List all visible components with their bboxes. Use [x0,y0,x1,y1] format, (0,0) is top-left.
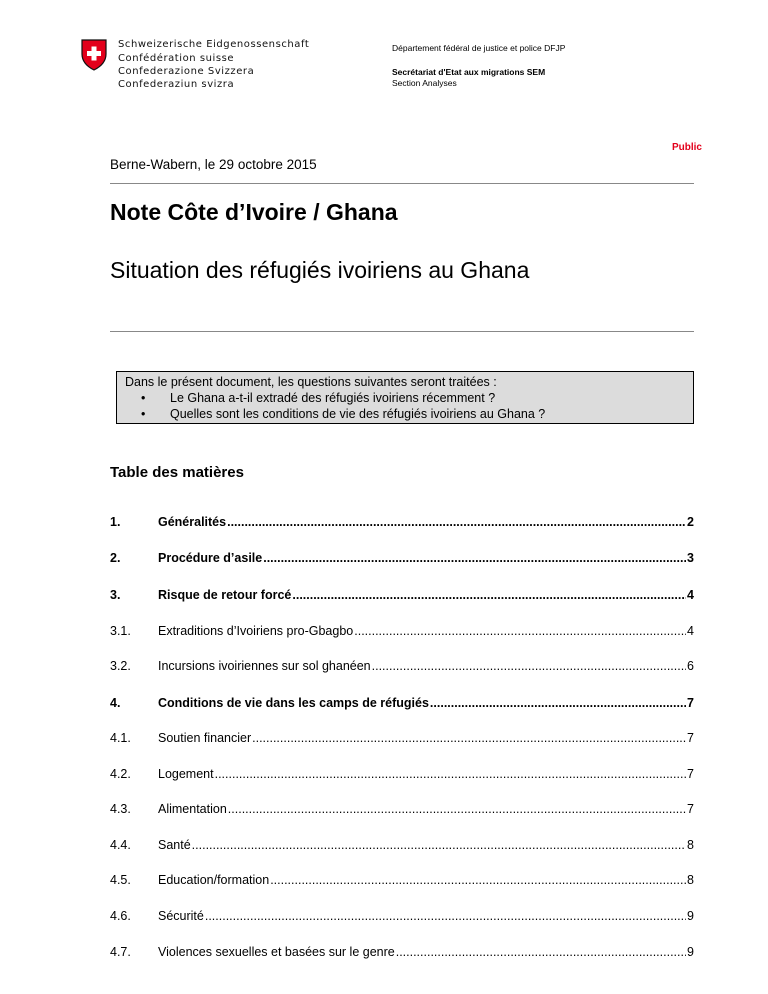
toc-entry-label: Soutien financier [158,731,252,745]
toc-entry-page: 7 [687,767,694,781]
questions-intro: Dans le présent document, les questions suivantes seront traitées : [125,375,497,389]
toc-leader [228,801,686,817]
toc-leader [215,766,686,782]
toc-entry-number: 3.1. [110,624,131,638]
toc-entry-number: 2. [110,551,121,565]
toc-entry-page: 9 [687,909,694,923]
toc-entry-page: 7 [687,802,694,816]
toc-entry-number: 4.5. [110,873,131,887]
toc-entry[interactable] [110,623,694,639]
toc-entry[interactable] [110,514,694,530]
toc-leader [252,730,686,746]
toc-entry-label: Violences sexuelles et basées sur le genre [158,945,395,959]
bullet-icon: • [141,407,146,421]
toc-entry[interactable] [110,550,694,566]
question-text: Le Ghana a-t-il extradé des réfugiés ivoiriens récemment ? [170,391,496,405]
toc-entry[interactable] [110,695,694,711]
toc-entry-page: 9 [687,945,694,959]
toc-leader [263,550,686,566]
toc-entry-page: 8 [687,838,694,852]
toc-entry[interactable] [110,730,694,746]
toc-entry-label: Conditions de vie dans les camps de réfugiés [158,696,429,710]
toc-entry-label: Incursions ivoiriennes sur sol ghanéen [158,659,371,673]
question-text: Quelles sont les conditions de vie des réfugiés ivoiriens au Ghana ? [170,407,546,421]
toc-entry-number: 3.2. [110,659,131,673]
toc-entry-number: 4. [110,696,121,710]
toc-leader [396,944,686,960]
toc-entry[interactable] [110,801,694,817]
toc-entry[interactable] [110,837,694,853]
confederation-line-de: Schweizerische Eidgenossenschaft [118,39,310,50]
toc-entry-number: 4.2. [110,767,131,781]
title-divider [110,331,694,332]
questions-box [116,371,694,424]
toc-entry[interactable] [110,908,694,924]
toc-leader [205,908,686,924]
toc-leader [372,658,686,674]
confederation-line-fr: Confédération suisse [118,53,235,64]
toc-leader [292,587,686,603]
place-date: Berne-Wabern, le 29 octobre 2015 [110,157,317,172]
toc-entry-label: Logement [158,767,214,781]
toc-leader [192,837,686,853]
toc-heading: Table des matières [110,464,244,481]
secretariat-name: Secrétariat d'Etat aux migrations SEM [392,67,546,77]
toc-entry-page: 7 [687,731,694,745]
department-name: Département fédéral de justice et police DFJP [392,43,566,53]
toc-entry[interactable] [110,658,694,674]
section-name: Section Analyses [392,78,457,88]
toc-entry-page: 8 [687,873,694,887]
toc-entry-label: Risque de retour forcé [158,588,292,602]
toc-entry-label: Généralités [158,515,227,529]
question-item [141,407,545,421]
question-item [141,391,495,405]
toc-entry-page: 2 [687,515,694,529]
toc-entry-label: Sécurité [158,909,204,923]
toc-entry-page: 4 [687,588,694,602]
toc-entry-page: 7 [687,696,694,710]
toc-leader [354,623,686,639]
toc-entry-page: 4 [687,624,694,638]
toc-entry-number: 4.1. [110,731,131,745]
toc-entry-page: 6 [687,659,694,673]
toc-leader [430,695,686,711]
toc-entry-number: 4.6. [110,909,131,923]
toc-entry-number: 3. [110,588,121,602]
toc-entry-number: 4.3. [110,802,131,816]
toc-entry[interactable] [110,872,694,888]
confederation-line-rm: Confederaziun svizra [118,79,235,90]
toc-entry-label: Alimentation [158,802,227,816]
swiss-coat-of-arms-icon [80,39,108,71]
toc-entry-label: Santé [158,838,191,852]
toc-entry[interactable] [110,766,694,782]
toc-entry-number: 1. [110,515,121,529]
classification-label: Public [671,142,702,153]
header-divider [110,183,694,184]
toc-entry-label: Procédure d’asile [158,551,263,565]
toc-entry[interactable] [110,587,694,603]
document-subtitle: Situation des réfugiés ivoiriens au Ghana [110,257,530,283]
confederation-line-it: Confederazione Svizzera [118,66,255,77]
document-title: Note Côte d’Ivoire / Ghana [110,199,398,225]
toc-entry-number: 4.4. [110,838,131,852]
toc-leader [227,514,686,530]
toc-leader [270,872,686,888]
toc-entry-page: 3 [687,551,694,565]
toc-entry-number: 4.7. [110,945,131,959]
bullet-icon: • [141,391,146,405]
toc-entry-label: Extraditions d’Ivoiriens pro-Gbagbo [158,624,354,638]
toc-entry-label: Education/formation [158,873,270,887]
toc-entry[interactable] [110,944,694,960]
